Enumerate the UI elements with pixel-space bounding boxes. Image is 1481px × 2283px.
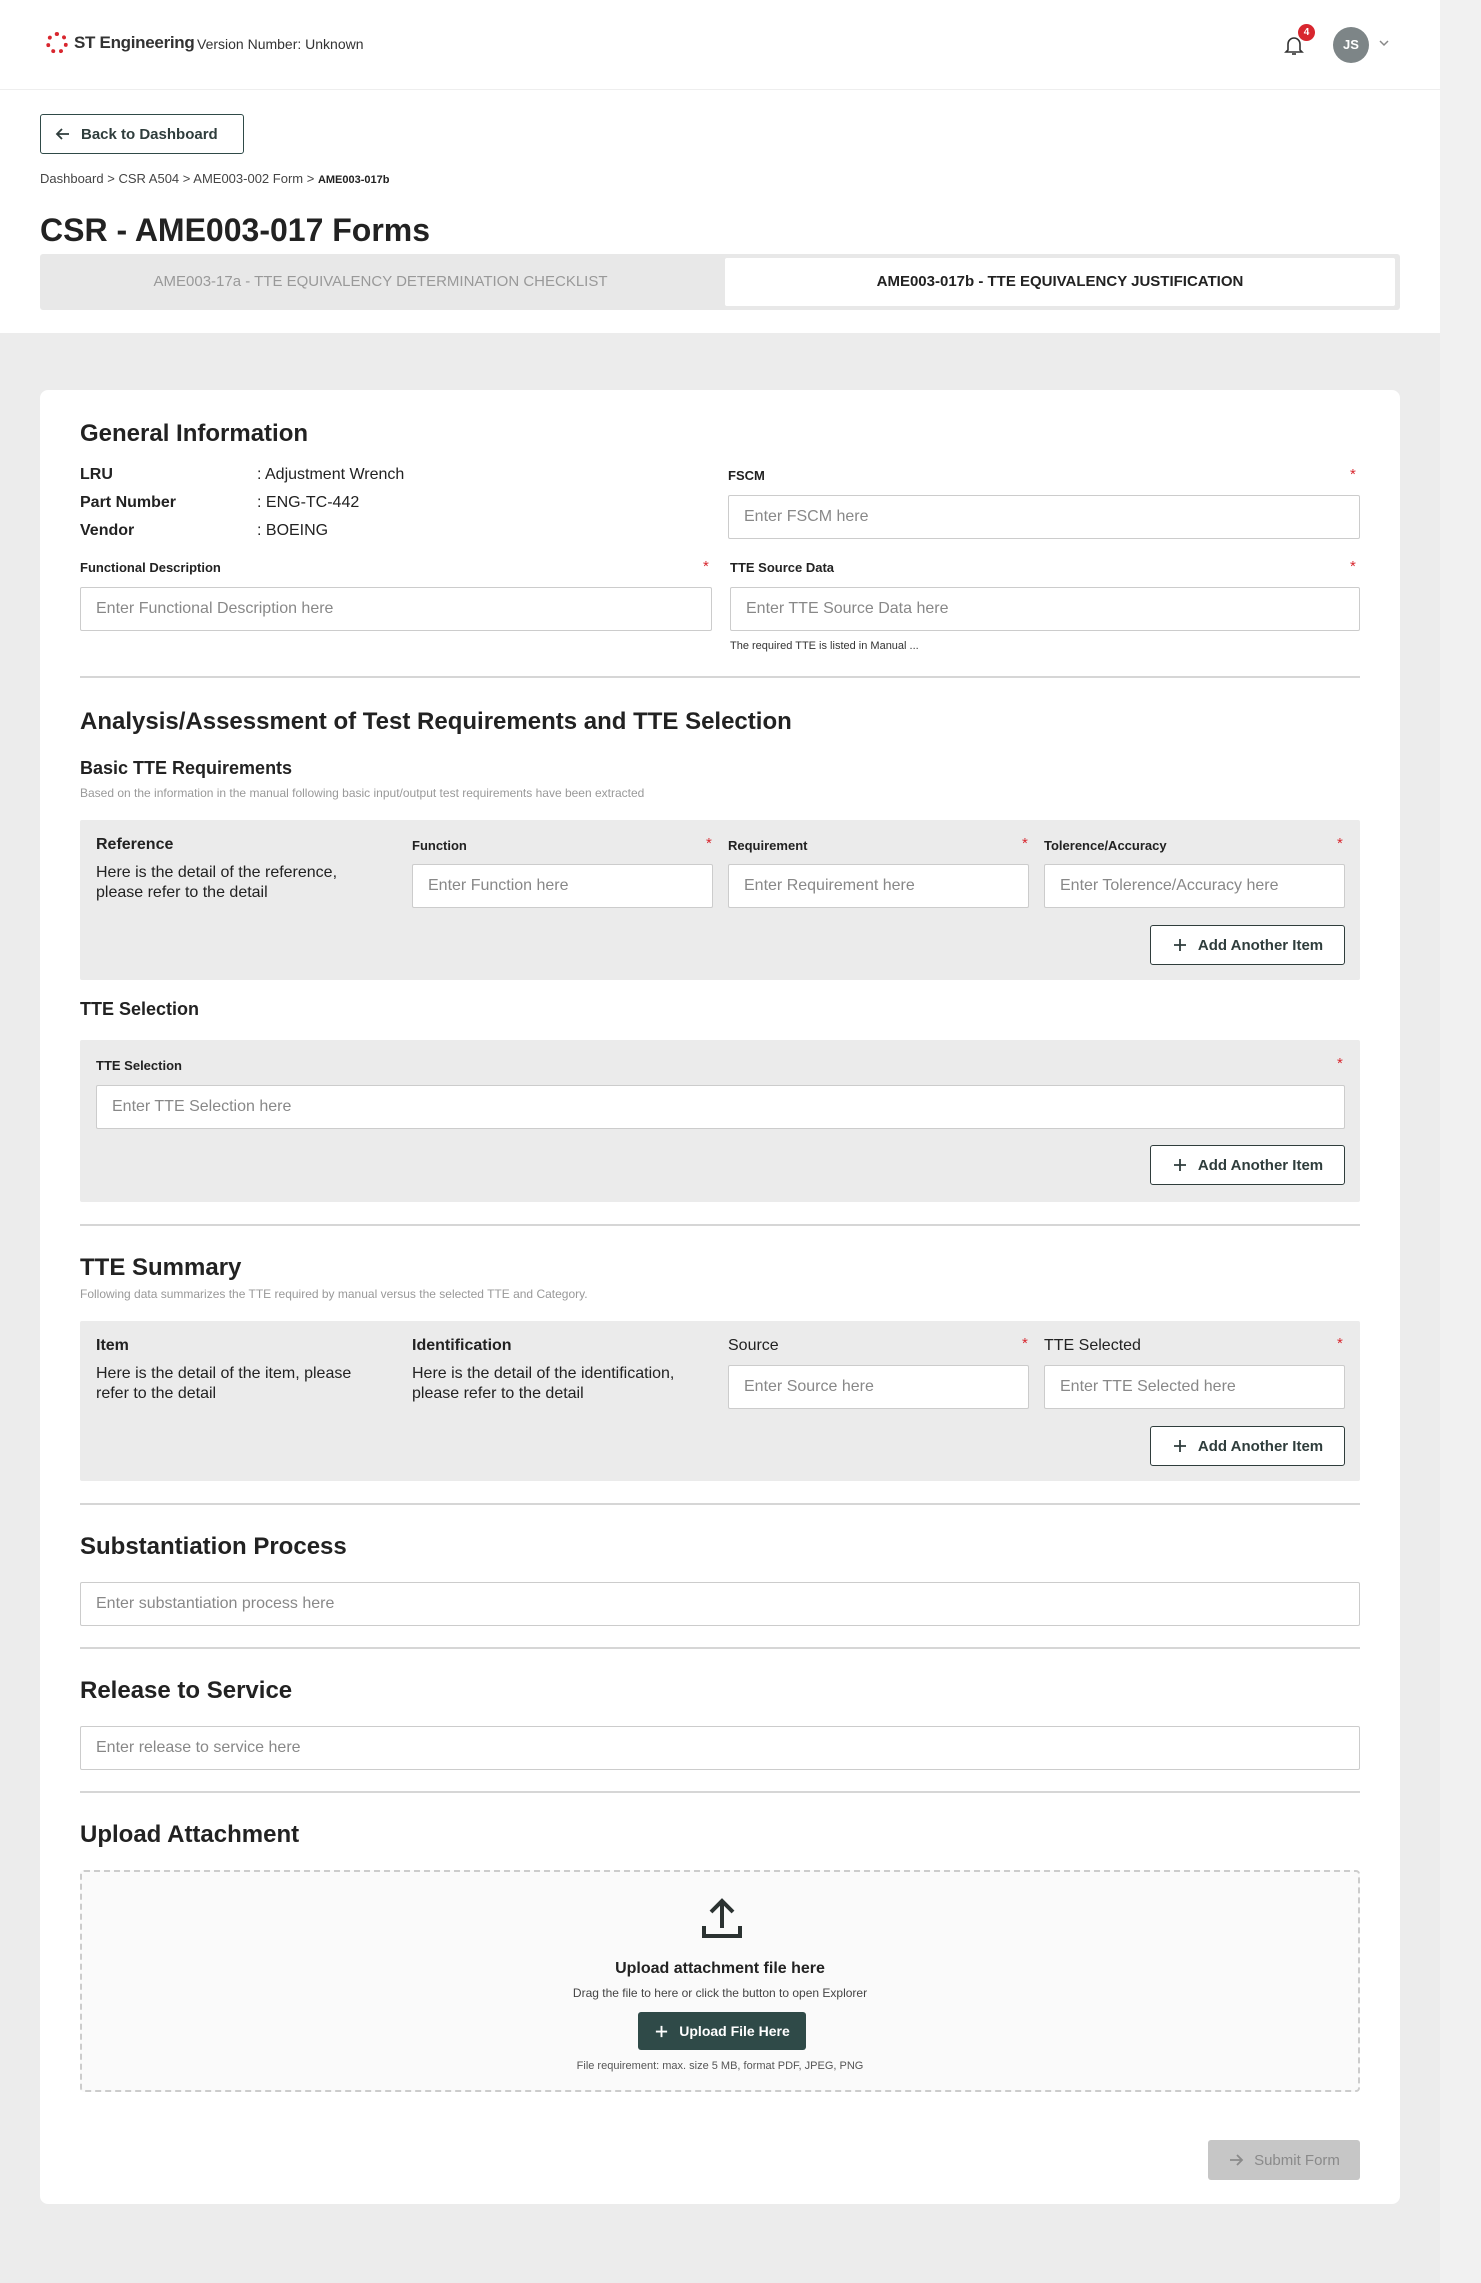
back-label: Back to Dashboard [81,125,218,143]
upload-hint: Drag the file to here or click the button to open Explorer [572,1986,868,2000]
reference-label: Reference [96,836,174,853]
tte-source-note: The required TTE is listed in Manual ... [730,640,919,652]
upload-heading: Upload attachment file here [615,1960,825,1977]
submit-form-button[interactable] [1208,2140,1360,2180]
logo-mark-icon [46,32,68,54]
top-navbar [0,0,1440,90]
upload-requirement: File requirement: max. size 5 MB, format PDF, JPEG, PNG [576,2060,864,2072]
add-summary-button[interactable] [1150,1426,1345,1466]
version-number: Version Number: Unknown [197,36,364,52]
add-item-label: Add Another Item [1197,1437,1324,1455]
analysis-title: Analysis/Assessment of Test Requirements and TTE Selection [80,708,792,735]
company-logo[interactable] [46,32,194,54]
tab-checklist[interactable]: AME003-17a - TTE EQUIVALENCY DETERMINATION CHECKLIST [153,273,608,290]
functional-description-field[interactable] [80,587,712,631]
tte-source-field[interactable] [730,587,1360,631]
plus-icon [654,2024,669,2039]
tolerance-label: Tolerence/Accuracy [1044,838,1167,853]
release-field[interactable] [80,1726,1360,1770]
user-avatar[interactable]: JS [1333,27,1369,63]
general-info-title: General Information [80,420,309,447]
add-selection-button[interactable] [1150,1145,1345,1185]
section-divider [80,1647,1360,1649]
upload-icon [699,1896,745,1942]
fscm-field[interactable] [728,495,1360,539]
add-item-label: Add Another Item [1197,1156,1324,1174]
breadcrumb-current: AME003-017b [317,174,390,186]
notification-badge: 4 [1298,24,1315,41]
top-section [0,0,1440,333]
section-divider [80,676,1360,678]
info-key-part-number: Part Number [80,494,177,511]
required-marker: * [1350,558,1356,575]
item-text: Here is the detail of the item, please refer to the detail [96,1365,352,1402]
breadcrumb-item-form[interactable]: AME003-002 Form [193,171,304,186]
plus-icon [1172,937,1188,953]
fscm-label: FSCM [728,468,765,483]
info-value-vendor: : BOEING [257,522,329,539]
required-marker: * [1022,835,1028,852]
tte-selection-input[interactable] [97,1086,1344,1128]
tte-source-input[interactable] [731,588,1359,630]
function-input[interactable] [413,865,712,907]
breadcrumb-separator: > [107,171,115,186]
requirement-label: Requirement [728,838,808,853]
release-title: Release to Service [80,1677,293,1704]
functional-description-label: Functional Description [80,560,221,575]
tte-source-label: TTE Source Data [730,560,835,575]
function-field[interactable] [412,864,713,908]
functional-description-input[interactable] [81,588,711,630]
tte-selected-field[interactable] [1044,1365,1345,1409]
arrow-left-icon [55,126,71,142]
logo-text: ST Engineering [74,33,195,52]
info-key-lru: LRU [80,466,113,483]
release-input[interactable] [81,1727,1359,1769]
breadcrumb-item-csr[interactable]: CSR A504 [118,171,180,186]
substantiation-title: Substantiation Process [80,1533,347,1560]
tte-selected-input[interactable] [1045,1366,1344,1408]
plus-icon [1172,1438,1188,1454]
tte-selected-label: TTE Selected [1044,1337,1141,1354]
arrow-right-icon [1228,2152,1244,2168]
required-marker: * [706,835,712,852]
source-label: Source [728,1337,779,1354]
required-marker: * [1350,466,1356,483]
page-title: CSR - AME003-017 Forms [40,212,431,248]
submit-label: Submit Form [1254,2151,1340,2169]
tte-summary-subtitle: Following data summarizes the TTE required by manual versus the selected TTE and Category. [80,1287,588,1301]
tolerance-input[interactable] [1045,865,1344,907]
tte-summary-panel [80,1321,1360,1481]
breadcrumb [40,171,390,186]
breadcrumb-separator: > [182,171,191,186]
upload-button-label: Upload File Here [679,2023,790,2039]
add-item-label: Add Another Item [1197,936,1324,954]
form-card [40,390,1400,2204]
section-divider [80,1791,1360,1793]
tab-justification[interactable]: AME003-017b - TTE EQUIVALENCY JUSTIFICATION [725,258,1395,306]
tte-selection-label: TTE Selection [96,1058,182,1073]
add-requirement-button[interactable] [1150,925,1345,965]
form-tabs [40,254,1400,310]
tolerance-field[interactable] [1044,864,1345,908]
requirement-input[interactable] [729,865,1028,907]
info-value-lru: : Adjustment Wrench [257,466,405,483]
required-marker: * [1337,1335,1343,1352]
required-marker: * [1022,1335,1028,1352]
function-label: Function [412,838,467,853]
back-to-dashboard-button[interactable] [40,114,244,154]
substantiation-field[interactable] [80,1582,1360,1626]
tte-summary-title: TTE Summary [80,1254,242,1281]
basic-tte-title: Basic TTE Requirements [80,758,293,778]
section-divider [80,1224,1360,1226]
source-input[interactable] [729,1366,1028,1408]
item-label: Item [96,1337,129,1354]
section-divider [80,1503,1360,1505]
identification-label: Identification [412,1337,512,1354]
upload-file-button[interactable] [638,2012,806,2050]
fscm-input[interactable] [729,496,1359,538]
info-value-part-number: : ENG-TC-442 [257,494,360,511]
breadcrumb-separator: > [306,171,315,186]
breadcrumb-item-dashboard[interactable]: Dashboard [40,171,104,186]
source-field[interactable] [728,1365,1029,1409]
required-marker: * [1337,835,1343,852]
basic-tte-panel [80,820,1360,980]
info-key-vendor: Vendor [80,522,135,539]
reference-text: Here is the detail of the reference, please refer to the detail [96,864,338,901]
tte-selection-title: TTE Selection [80,999,200,1019]
upload-dropzone[interactable] [80,1870,1360,2092]
identification-text: Here is the detail of the identification, please refer to the detail [412,1365,675,1402]
upload-title: Upload Attachment [80,1821,300,1848]
chevron-down-icon[interactable] [1377,36,1391,50]
required-marker: * [1337,1055,1343,1072]
substantiation-input[interactable] [81,1583,1359,1625]
tte-selection-field[interactable] [96,1085,1345,1129]
required-marker: * [703,558,709,575]
tte-selection-panel [80,1040,1360,1202]
basic-tte-subtitle: Based on the information in the manual following basic input/output test requirements have been extracted [80,786,645,800]
requirement-field[interactable] [728,864,1029,908]
plus-icon [1172,1157,1188,1173]
